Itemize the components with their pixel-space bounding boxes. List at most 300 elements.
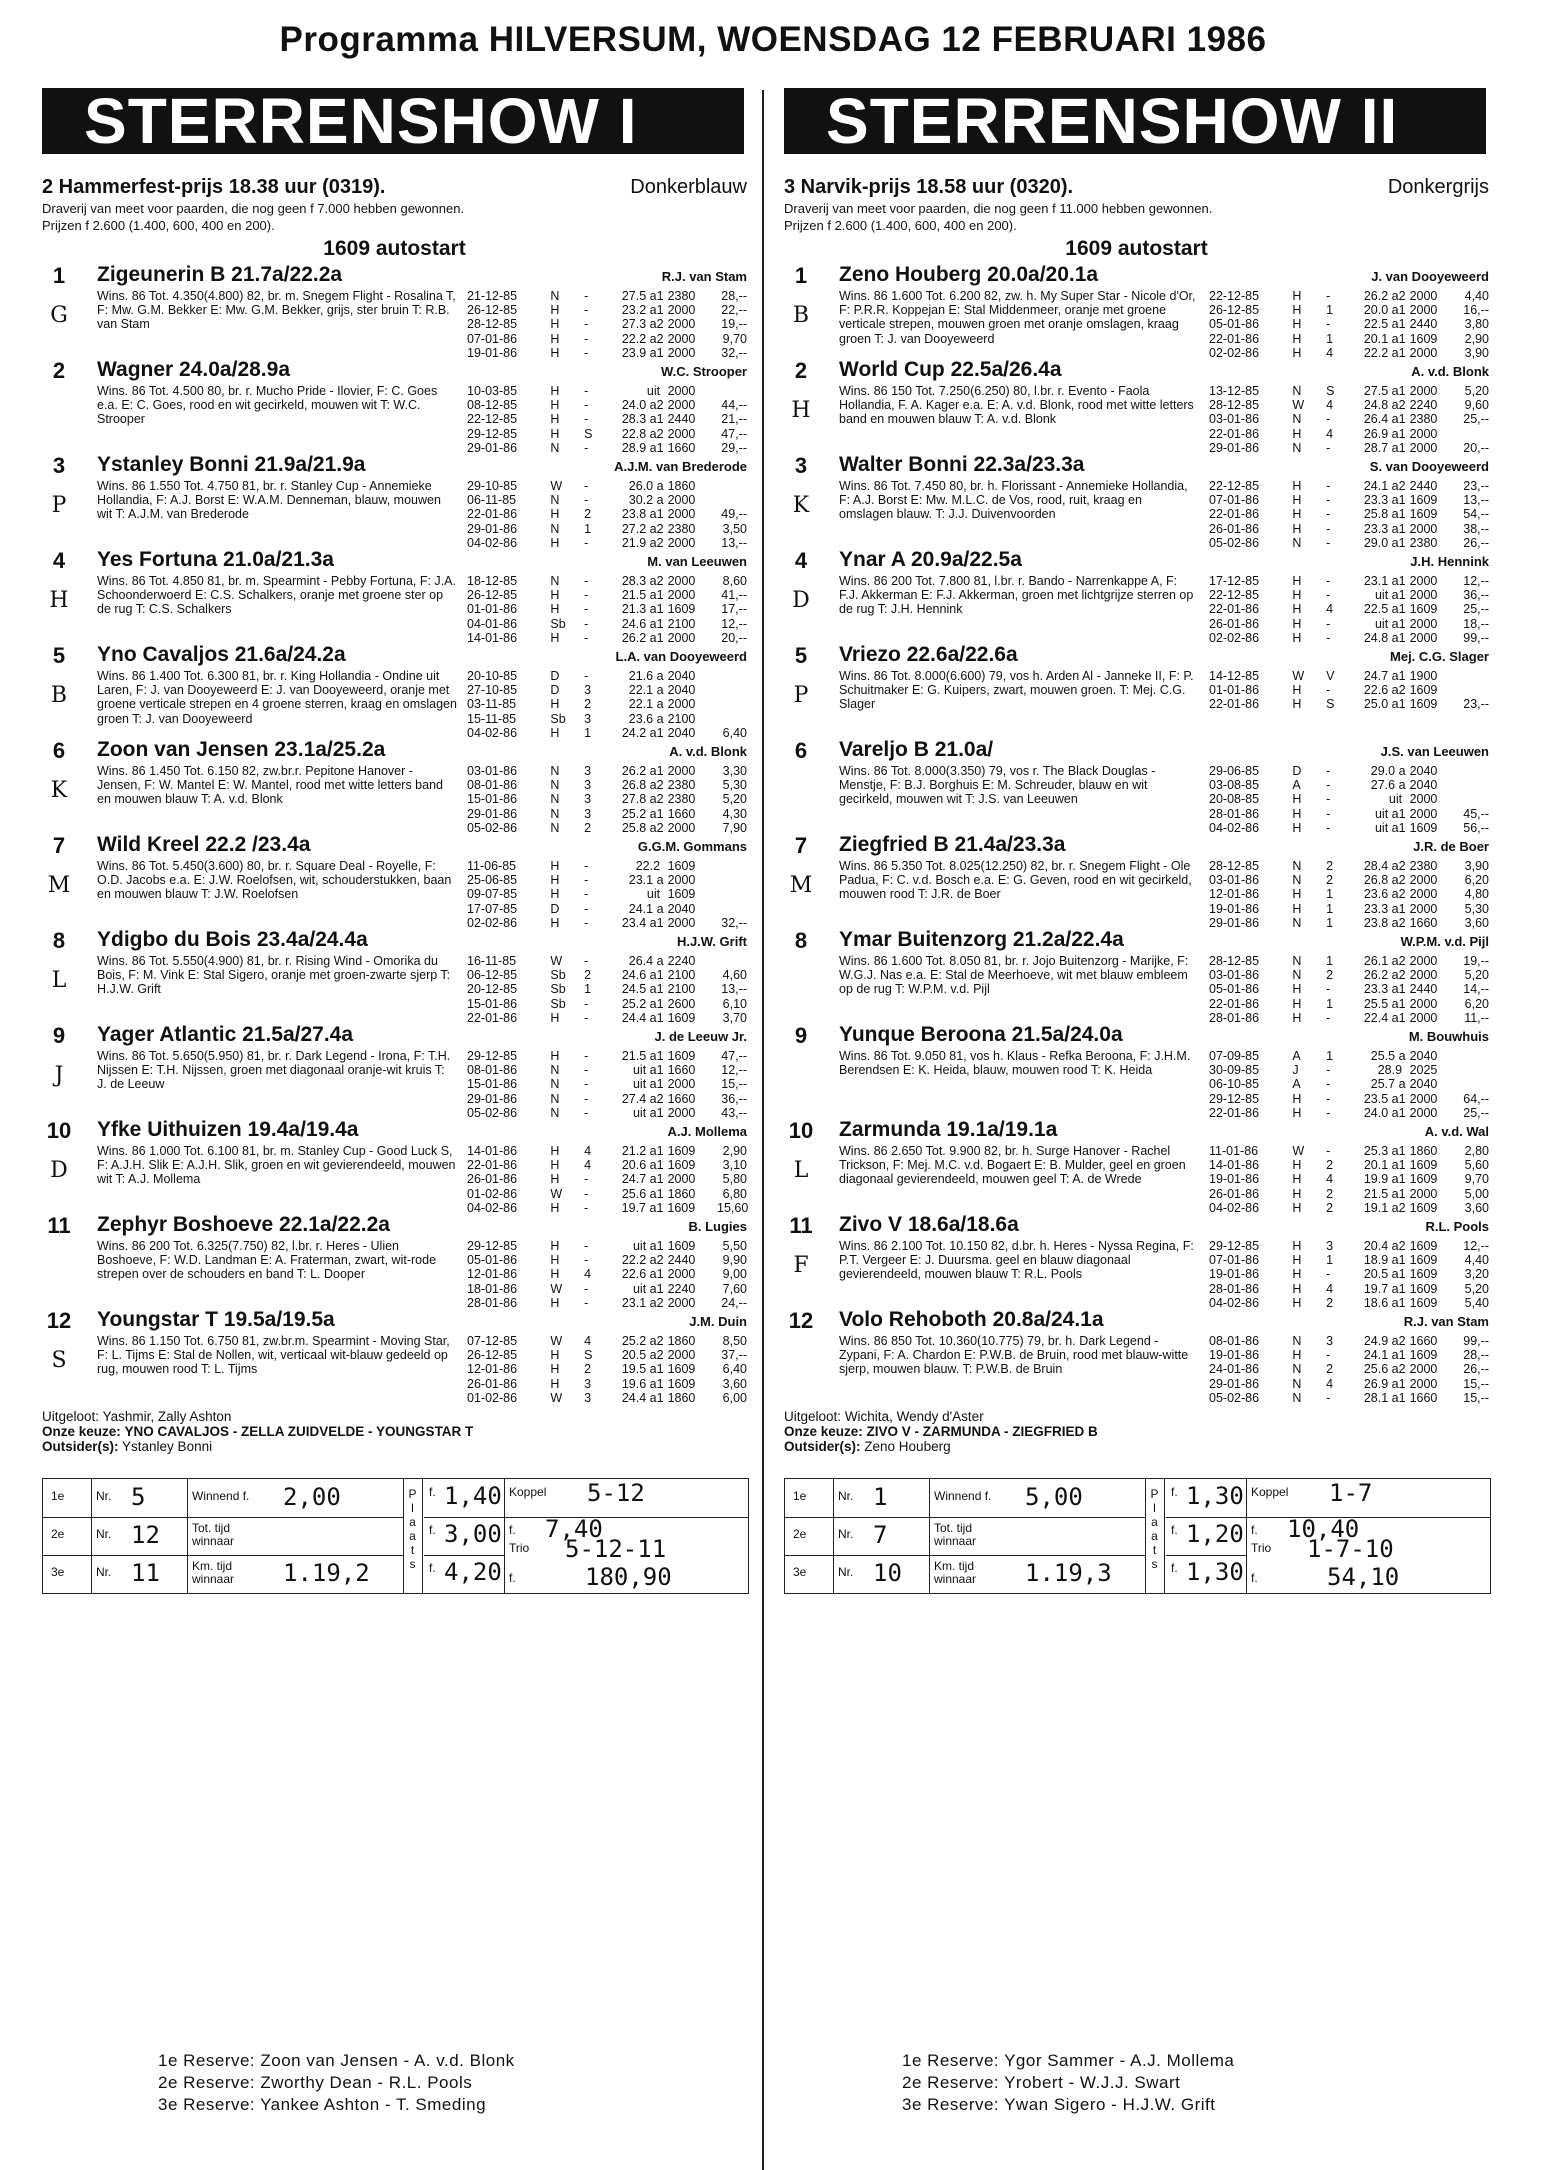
number-cell <box>833 1479 930 1517</box>
run-start: a1 <box>1391 1172 1406 1187</box>
run-place: - <box>1326 764 1331 778</box>
horse-name: Wagner 24.0a/28.9a <box>97 358 290 381</box>
run-odds: 5,40 <box>1464 1295 1489 1310</box>
run-start: a1 <box>649 1267 664 1282</box>
horse-number: 3 <box>794 453 808 478</box>
run-place: - <box>584 1063 589 1078</box>
run-start: a2 <box>1391 954 1406 968</box>
trio-label: Trio <box>509 1541 530 1555</box>
run-time <box>1350 792 1410 806</box>
run-km: 26.4 <box>1363 412 1389 427</box>
run-start: a2 <box>649 521 664 536</box>
run-track: H <box>550 859 560 873</box>
run-track: H <box>1292 887 1302 902</box>
horse-trainer: J.M. Duin <box>689 1314 747 1329</box>
run-time <box>1350 384 1410 398</box>
run-track: W <box>550 954 563 968</box>
recent-runs <box>467 1049 747 1120</box>
run-odds: 49,-- <box>721 507 747 522</box>
run-time <box>608 1092 668 1106</box>
run-start: a1 <box>1391 1105 1406 1120</box>
horse-trainer: J.H. Hennink <box>1410 554 1489 569</box>
run-place: 4 <box>1326 398 1334 413</box>
koppel-value: 5-12 <box>587 1479 645 1507</box>
run-time <box>608 1077 668 1091</box>
run-km: 26.0 <box>628 479 654 493</box>
run-odds: 2,90 <box>722 1144 747 1158</box>
number-cell <box>833 1555 930 1593</box>
run-date: 26-12-85 <box>467 303 518 318</box>
results-grid <box>42 1478 749 1594</box>
run-odds: 3,10 <box>722 1158 747 1173</box>
recent-runs <box>467 859 747 930</box>
run-distance: 1609 <box>1409 602 1438 617</box>
number-cell <box>91 1555 188 1593</box>
run-track: H <box>1292 588 1302 603</box>
run-distance: 2000 <box>1409 792 1438 807</box>
run-odds: 9,00 <box>722 1267 747 1282</box>
run-start: a1 <box>1391 616 1406 631</box>
run-km: 26.2 <box>1363 968 1389 983</box>
km-label: Km. tijd winnaar <box>934 1559 977 1586</box>
run-track: H <box>1292 1200 1302 1215</box>
run-time <box>1350 1063 1410 1077</box>
horse-number: 5 <box>794 643 808 668</box>
run-date: 29-01-86 <box>467 521 518 536</box>
run-start: a <box>656 479 664 493</box>
run-km: 20.5 <box>1363 1267 1389 1282</box>
km-label: Km. tijd winnaar <box>192 1559 235 1586</box>
horse-name: Yfke Uithuizen 19.4a/19.4a <box>97 1118 359 1141</box>
recent-runs <box>467 764 747 835</box>
run-place: - <box>584 574 589 588</box>
horse-details: Wins. 86 1.450 Tot. 6.150 82, zw.br.r. Pepitone Hanover - Jensen, F: W. Mantel E: W. Mantel, rood met witte letters band en mouwen blauw T: A. v.d. Blonk <box>97 764 443 807</box>
horse-name: Youngstar T 19.5a/19.5a <box>97 1308 335 1331</box>
run-track: H <box>1292 982 1302 997</box>
plaats-value: 3,00 <box>444 1520 502 1548</box>
run-track: H <box>550 507 560 522</box>
run-km: 28.3 <box>621 412 647 427</box>
horse-list <box>784 263 1489 1403</box>
run-row <box>467 1187 747 1201</box>
run-place: 3 <box>1326 1239 1334 1253</box>
run-track: H <box>1292 1239 1302 1253</box>
run-date: 22-01-86 <box>467 1010 518 1025</box>
run-start: a2 <box>649 317 664 332</box>
run-place: 3 <box>584 1390 592 1405</box>
run-track: N <box>1292 1334 1302 1348</box>
run-date: 01-02-86 <box>467 1390 518 1405</box>
run-odds: 3,90 <box>1464 345 1489 360</box>
run-place: - <box>1326 806 1331 821</box>
run-date: 22-12-85 <box>1209 479 1260 493</box>
run-odds: 28,-- <box>1463 1348 1489 1363</box>
run-date: 28-01-86 <box>1209 806 1260 821</box>
run-time <box>1350 493 1410 507</box>
run-time <box>608 1158 668 1172</box>
run-km: 26.9 <box>1363 1376 1389 1391</box>
run-odds: 6,20 <box>1464 996 1489 1011</box>
recent-runs <box>1209 1239 1489 1310</box>
run-distance: 2000 <box>667 697 696 712</box>
plaats-row <box>424 1555 505 1594</box>
run-km: 23.5 <box>1363 1091 1389 1106</box>
run-odds: 6,40 <box>722 725 747 740</box>
run-track: H <box>1292 1158 1302 1173</box>
run-track: A <box>1292 778 1301 793</box>
horse-entry <box>784 738 1489 833</box>
horse-number: 12 <box>788 1308 814 1333</box>
run-track: D <box>550 901 560 916</box>
horse-name: Volo Rehoboth 20.8a/24.1a <box>839 1308 1104 1331</box>
run-row <box>1209 1144 1489 1158</box>
run-track: N <box>550 521 560 536</box>
run-place: - <box>1326 1063 1331 1078</box>
run-km: 26.8 <box>621 778 647 793</box>
run-row <box>467 588 747 602</box>
horse-trainer: S. van Dooyeweerd <box>1369 459 1489 474</box>
run-place: - <box>1326 289 1331 303</box>
run-odds <box>1459 1063 1489 1077</box>
run-place: - <box>1326 683 1331 698</box>
run-date: 22-01-86 <box>467 1158 518 1173</box>
run-km: 23.1 <box>628 873 654 888</box>
run-row <box>467 412 747 426</box>
run-km: 19.9 <box>1363 1172 1389 1187</box>
run-km: 22.1 <box>628 683 654 698</box>
run-start: a1 <box>1391 1348 1406 1363</box>
run-km: 23.3 <box>1363 521 1389 536</box>
run-date: 04-02-86 <box>1209 1295 1260 1310</box>
run-date: 29-12-85 <box>467 1239 518 1253</box>
run-track: H <box>1292 820 1302 835</box>
run-distance: 2040 <box>1409 778 1438 793</box>
run-time <box>608 1049 668 1063</box>
run-track: D <box>1292 764 1302 778</box>
result-row <box>785 1479 1145 1518</box>
horse-entry <box>784 263 1489 358</box>
number-label: Nr. <box>838 1489 854 1503</box>
run-start: a2 <box>1391 887 1406 902</box>
run-date: 26-01-86 <box>1209 1186 1260 1201</box>
run-km: 28.9 <box>1377 1063 1403 1078</box>
run-odds <box>1459 427 1489 441</box>
horse-name: Ymar Buitenzorg 21.2a/22.4a <box>839 928 1124 951</box>
run-km: 21.9 <box>621 535 647 550</box>
plaats-label: Plaats <box>408 1487 417 1571</box>
run-track: H <box>1292 1253 1302 1268</box>
horse-name: Yager Atlantic 21.5a/27.4a <box>97 1023 354 1046</box>
run-date: 29-12-85 <box>1209 1239 1260 1253</box>
run-track: H <box>550 384 560 398</box>
run-track: H <box>1292 616 1302 631</box>
run-distance: 2000 <box>1409 440 1438 455</box>
run-km: uit <box>632 1281 647 1296</box>
trio-value: 1-7-10 <box>1307 1535 1394 1563</box>
run-date: 07-01-86 <box>1209 493 1260 508</box>
run-date: 26-12-85 <box>467 588 518 603</box>
run-track: H <box>550 602 560 617</box>
km-value: 1.19,2 <box>283 1559 370 1587</box>
run-date: 07-09-85 <box>1209 1049 1260 1063</box>
race-title: 2 Hammerfest-prijs 18.38 uur (0319). <box>42 176 386 198</box>
trio-value: 5-12-11 <box>565 1535 667 1563</box>
run-date: 05-02-86 <box>467 820 518 835</box>
run-date: 04-02-86 <box>1209 820 1260 835</box>
run-distance: 1609 <box>1409 493 1438 508</box>
number-label: Nr. <box>838 1565 854 1579</box>
run-time <box>608 968 668 982</box>
recent-runs <box>467 574 747 645</box>
run-km: 26.4 <box>628 954 654 968</box>
run-date: 04-02-86 <box>1209 1200 1260 1215</box>
run-distance: 2000 <box>667 426 696 441</box>
run-time <box>1350 1334 1410 1348</box>
run-row <box>467 807 747 821</box>
run-start: a <box>1398 1049 1406 1063</box>
run-km: 24.9 <box>1363 1334 1389 1348</box>
run-row <box>467 982 747 996</box>
run-start: a1 <box>1391 426 1406 441</box>
plaats-row <box>1166 1517 1247 1556</box>
run-km: 18.9 <box>1363 1253 1389 1268</box>
horse-trainer: R.L. Pools <box>1425 1219 1489 1234</box>
run-distance: 2025 <box>1409 1063 1438 1078</box>
run-time <box>608 412 668 426</box>
run-distance: 2000 <box>1409 521 1438 536</box>
run-time <box>608 902 668 916</box>
run-track: N <box>1292 968 1302 983</box>
run-distance: 1660 <box>1409 915 1438 930</box>
outsider-label: Outsider(s): <box>42 1439 119 1454</box>
run-time <box>608 1282 668 1296</box>
run-odds: 5,50 <box>722 1239 747 1253</box>
run-km: 24.8 <box>1363 630 1389 645</box>
run-odds: 4,60 <box>722 968 747 983</box>
run-distance: 2000 <box>667 535 696 550</box>
run-odds: 15,60 <box>717 1200 749 1215</box>
run-distance: 1860 <box>1409 1144 1438 1158</box>
number-label: Nr. <box>838 1527 854 1541</box>
run-odds: 25,-- <box>1463 412 1489 427</box>
horse-details: Wins. 86 5.350 Tot. 8.025(12.250) 82, br. r. Snegem Flight - Ole Padua, F: C. v.d. Bosch e.a. E: G. Geven, rood en wit gecirkeld, mouwen rood T: J.R. de Boer <box>839 859 1192 902</box>
run-distance: 2000 <box>667 1077 696 1092</box>
run-start: a1 <box>1391 331 1406 346</box>
run-distance: 1660 <box>1409 1390 1438 1405</box>
run-distance: 2040 <box>667 669 696 683</box>
run-time <box>1350 1391 1410 1405</box>
run-start: a2 <box>649 1295 664 1310</box>
run-track: H <box>550 1267 560 1282</box>
run-date: 29-01-86 <box>1209 1376 1260 1391</box>
run-row <box>467 493 747 507</box>
run-km: uit <box>632 1239 647 1253</box>
run-time <box>608 602 668 616</box>
run-start: a2 <box>649 426 664 441</box>
run-km: 19.1 <box>1363 1200 1389 1215</box>
run-start: a2 <box>1391 683 1406 698</box>
run-km: 24.8 <box>1363 398 1389 413</box>
horse-entry <box>42 1213 747 1308</box>
run-distance: 2000 <box>667 493 696 508</box>
run-time <box>608 317 668 331</box>
run-time <box>608 1172 668 1186</box>
run-start: a1 <box>649 1049 664 1063</box>
run-start: a2 <box>1391 289 1406 303</box>
run-track: H <box>1292 1010 1302 1025</box>
run-time <box>608 792 668 806</box>
run-date: 05-01-86 <box>1209 982 1260 997</box>
run-time <box>1350 902 1410 916</box>
position-cell <box>43 1479 92 1517</box>
run-row <box>1209 1063 1489 1077</box>
run-date: 06-12-85 <box>467 968 518 983</box>
run-odds: 4,40 <box>1464 1253 1489 1268</box>
run-track: N <box>1292 1362 1302 1377</box>
reserve-line: 2e Reserve: Zworthy Dean - R.L. Pools <box>158 2073 473 2092</box>
run-start: a1 <box>649 968 664 983</box>
run-time <box>1350 954 1410 968</box>
number-cell <box>833 1517 930 1555</box>
run-km: 28.1 <box>1363 1390 1389 1405</box>
run-time <box>1350 683 1410 697</box>
run-start: a2 <box>1391 873 1406 888</box>
run-place: - <box>584 303 589 318</box>
run-track: H <box>1292 792 1302 807</box>
horse-details: Wins. 86 1.600 Tot. 8.050 81, br. r. Jojo Buitenzorg - Marijke, F: W.G.J. Nas e.a. E: Stal de Meerhoeve, wit met blauw embleem op de rug T: W.P.M. v.d. Pijl <box>839 954 1189 997</box>
winnend-label: Winnend f. <box>192 1489 250 1503</box>
number-value: 11 <box>131 1559 160 1587</box>
run-row <box>467 1158 747 1172</box>
run-start: a1 <box>1391 345 1406 360</box>
run-start: a1 <box>649 588 664 603</box>
run-date: 16-11-85 <box>467 954 517 968</box>
run-place: - <box>584 996 589 1011</box>
horse-details: Wins. 86 1.400 Tot. 6.300 81, br. r. King Hollandia - Ondine uit Laren, F: J. van Dooyeweerd E: J. van Dooyeweerd, oranje met groene verticale strepen en 4 groene sterren, kraag en omslagen groen T: J. van Dooyeweerd <box>97 669 457 726</box>
run-km: 23.6 <box>1363 887 1389 902</box>
run-distance: 1660 <box>1409 1334 1438 1348</box>
race-notes <box>42 1409 747 1454</box>
run-place: - <box>584 345 589 360</box>
run-start: a1 <box>649 1172 664 1187</box>
run-place: 1 <box>584 725 592 740</box>
run-track: H <box>550 887 560 902</box>
run-distance: 1609 <box>1409 1267 1438 1282</box>
run-time <box>608 1239 668 1253</box>
page-title: Programma HILVERSUM, WOENSDAG 12 FEBRUARI 1986 <box>279 20 1267 59</box>
run-date: 01-01-86 <box>467 602 518 617</box>
run-place: - <box>1326 1390 1331 1405</box>
run-distance: 2600 <box>667 996 696 1011</box>
run-place: 2 <box>584 507 592 522</box>
horse-trainer: M. van Leeuwen <box>647 554 747 569</box>
amount-cell <box>187 1517 404 1555</box>
horse-letter: P <box>793 683 809 708</box>
run-place: 2 <box>1326 1158 1334 1173</box>
run-place: - <box>1326 1144 1331 1158</box>
run-date: 04-02-86 <box>467 1200 518 1215</box>
horse-trainer: W.C. Strooper <box>661 364 747 379</box>
plaats-f-label: f. <box>1171 1561 1178 1575</box>
run-start: a1 <box>1391 507 1406 522</box>
keuze-value: ZIVO V - ZARMUNDA - ZIEGFRIED B <box>866 1424 1098 1439</box>
run-km: 21.5 <box>621 588 647 603</box>
run-row <box>467 1282 747 1296</box>
run-date: 19-01-86 <box>1209 1172 1260 1187</box>
run-time <box>1350 697 1410 711</box>
race-color: Donkerblauw <box>630 176 747 198</box>
run-row <box>467 954 747 968</box>
horse-details: Wins. 86 200 Tot. 6.325(7.750) 82, l.br. r. Heres - Ulien Boshoeve, F: W.D. Landman E: A. Fraterman, zwart, wit-rode strepen over de schouders en band T: L. Dooper <box>97 1239 437 1282</box>
plaats-value: 1,40 <box>444 1482 502 1510</box>
run-row <box>1209 764 1489 778</box>
number-value: 1 <box>873 1483 888 1511</box>
run-place: S <box>1326 384 1335 398</box>
run-row <box>1209 317 1489 331</box>
run-odds: 38,-- <box>1463 521 1489 536</box>
horse-name: World Cup 22.5a/26.4a <box>839 358 1062 381</box>
run-km: 23.1 <box>1363 574 1389 588</box>
run-place: 3 <box>584 1376 592 1391</box>
run-place: - <box>584 1077 589 1092</box>
race-prizes: Prijzen f 2.600 (1.400, 600, 400 en 200). <box>42 218 275 233</box>
run-place: - <box>1326 479 1331 493</box>
run-distance: 2000 <box>667 915 696 930</box>
run-place: - <box>584 384 589 398</box>
run-start: a1 <box>649 1281 664 1296</box>
run-start: a1 <box>1391 384 1406 398</box>
run-date: 20-12-85 <box>467 982 518 997</box>
run-track: N <box>1292 384 1302 398</box>
run-start: a1 <box>649 996 664 1011</box>
run-distance: 2000 <box>667 1172 696 1187</box>
run-odds <box>717 954 747 968</box>
run-start: a <box>1398 764 1406 778</box>
run-row <box>467 1239 747 1253</box>
run-km: 26.9 <box>1363 426 1389 441</box>
run-km: 22.2 <box>621 1253 647 1268</box>
run-distance: 2000 <box>667 331 696 346</box>
horse-details: Wins. 86 150 Tot. 7.250(6.250) 80, l.br. r. Evento - Faola Hollandia, F. A. Kager e.a. E: A. v.d. Blonk, rood met witte letters band en mouwen blauw T: A. v.d. Blonk <box>839 384 1194 427</box>
run-row <box>1209 1092 1489 1106</box>
run-km: 29.0 <box>1370 764 1396 778</box>
run-start: a1 <box>649 1105 664 1120</box>
recent-runs <box>467 289 747 360</box>
run-start: a1 <box>649 982 664 997</box>
horse-trainer: A. v.d. Blonk <box>669 744 747 759</box>
run-km: 22.4 <box>1363 1010 1389 1025</box>
run-place: - <box>584 331 589 346</box>
horse-number: 6 <box>52 738 66 763</box>
run-odds: 15,-- <box>1463 1390 1489 1405</box>
run-track: H <box>550 1158 560 1173</box>
run-track: H <box>550 1144 560 1158</box>
run-distance: 2380 <box>1409 412 1438 427</box>
horse-trainer: J.R. de Boer <box>1413 839 1489 854</box>
run-time <box>1350 669 1410 683</box>
horse-details: Wins. 86 Tot. 7.450 80, br. h. Florissant - Annemieke Hollandia, F: A.J. Borst E: Mw. M.L.C. de Vos, rood, ruit, kraag en omslagen blauw. T: J.J. Duivenvoorden <box>839 479 1188 522</box>
run-time <box>608 859 668 873</box>
run-place: 4 <box>1326 1172 1334 1187</box>
run-distance: 1860 <box>667 1390 696 1405</box>
horse-entry <box>784 1023 1489 1118</box>
run-time <box>608 954 668 968</box>
run-date: 03-01-86 <box>467 764 518 778</box>
run-distance: 1860 <box>667 1334 696 1348</box>
run-time <box>608 1267 668 1281</box>
horse-entry <box>42 738 747 833</box>
run-km: 30.2 <box>628 493 654 508</box>
